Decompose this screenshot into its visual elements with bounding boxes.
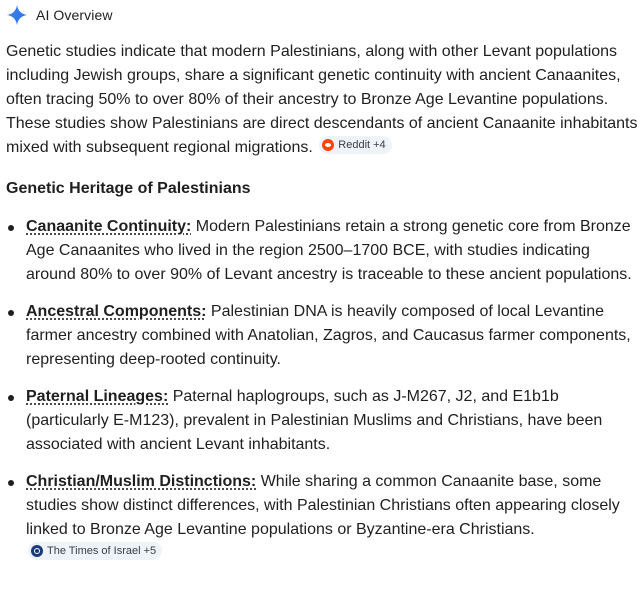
gemini-sparkle-icon xyxy=(6,4,28,26)
list-item xyxy=(6,300,640,372)
ai-overview-content xyxy=(6,40,640,579)
ai-overview-header xyxy=(6,3,113,27)
term-canaanite-continuity[interactable]: Canaanite Continuity: xyxy=(26,218,192,235)
intro-paragraph xyxy=(6,40,640,160)
point-text: Modern Palestinians retain a strong genetic core from Bronze Age Canaanites who lived in the region 2500–1700 BCE, with studies indicating around 80% to over 90% of Levant ancestry is traceable to these ancient populations. xyxy=(26,218,632,283)
source-chip-label: The Times of Israel +5 xyxy=(47,545,157,557)
point-text: Palestinian DNA is heavily composed of local Levantine farmer ancestry combined with Anatolian, Zagros, and Caucasus farmer components, representing deep-rooted continuity. xyxy=(26,303,631,368)
points-list xyxy=(6,215,640,566)
list-item xyxy=(6,385,640,457)
source-chip-reddit[interactable] xyxy=(319,136,391,154)
term-christian-muslim-distinctions[interactable]: Christian/Muslim Distinctions: xyxy=(26,473,257,490)
intro-text: Genetic studies indicate that modern Palestinians, along with other Levant populations including Jewish groups, share a significant genetic continuity with ancient Canaanites, often tracing 50% to over 80% of their ancestry to Bronze Age Levantine populations. These studies show Palestinians are direct descendants of ancient Canaanite inhabitants mixed with subsequent regional migrations. xyxy=(6,43,638,156)
list-item xyxy=(6,215,640,287)
reddit-icon xyxy=(322,139,334,151)
term-paternal-lineages[interactable]: Paternal Lineages: xyxy=(26,388,169,405)
times-of-israel-icon xyxy=(31,545,43,557)
point-text: Paternal haplogroups, such as J-M267, J2, and E1b1b (particularly E-M123), prevalent in Palestinian Muslims and Christians, have been associated with ancient Levant inhabitants. xyxy=(26,388,603,453)
section-heading: Genetic Heritage of Palestinians xyxy=(6,180,251,197)
ai-overview-title: AI Overview xyxy=(36,7,113,23)
list-item xyxy=(6,470,640,566)
source-chip-times-of-israel[interactable] xyxy=(28,542,162,560)
point-text: While sharing a common Canaanite base, some studies show distinct differences, with Palestinian Christians often appearing closely linked to Bronze Age Levantine populations or Byzantine-era Christians. xyxy=(26,473,620,538)
source-chip-label: Reddit +4 xyxy=(338,139,386,151)
term-ancestral-components[interactable]: Ancestral Components: xyxy=(26,303,207,320)
